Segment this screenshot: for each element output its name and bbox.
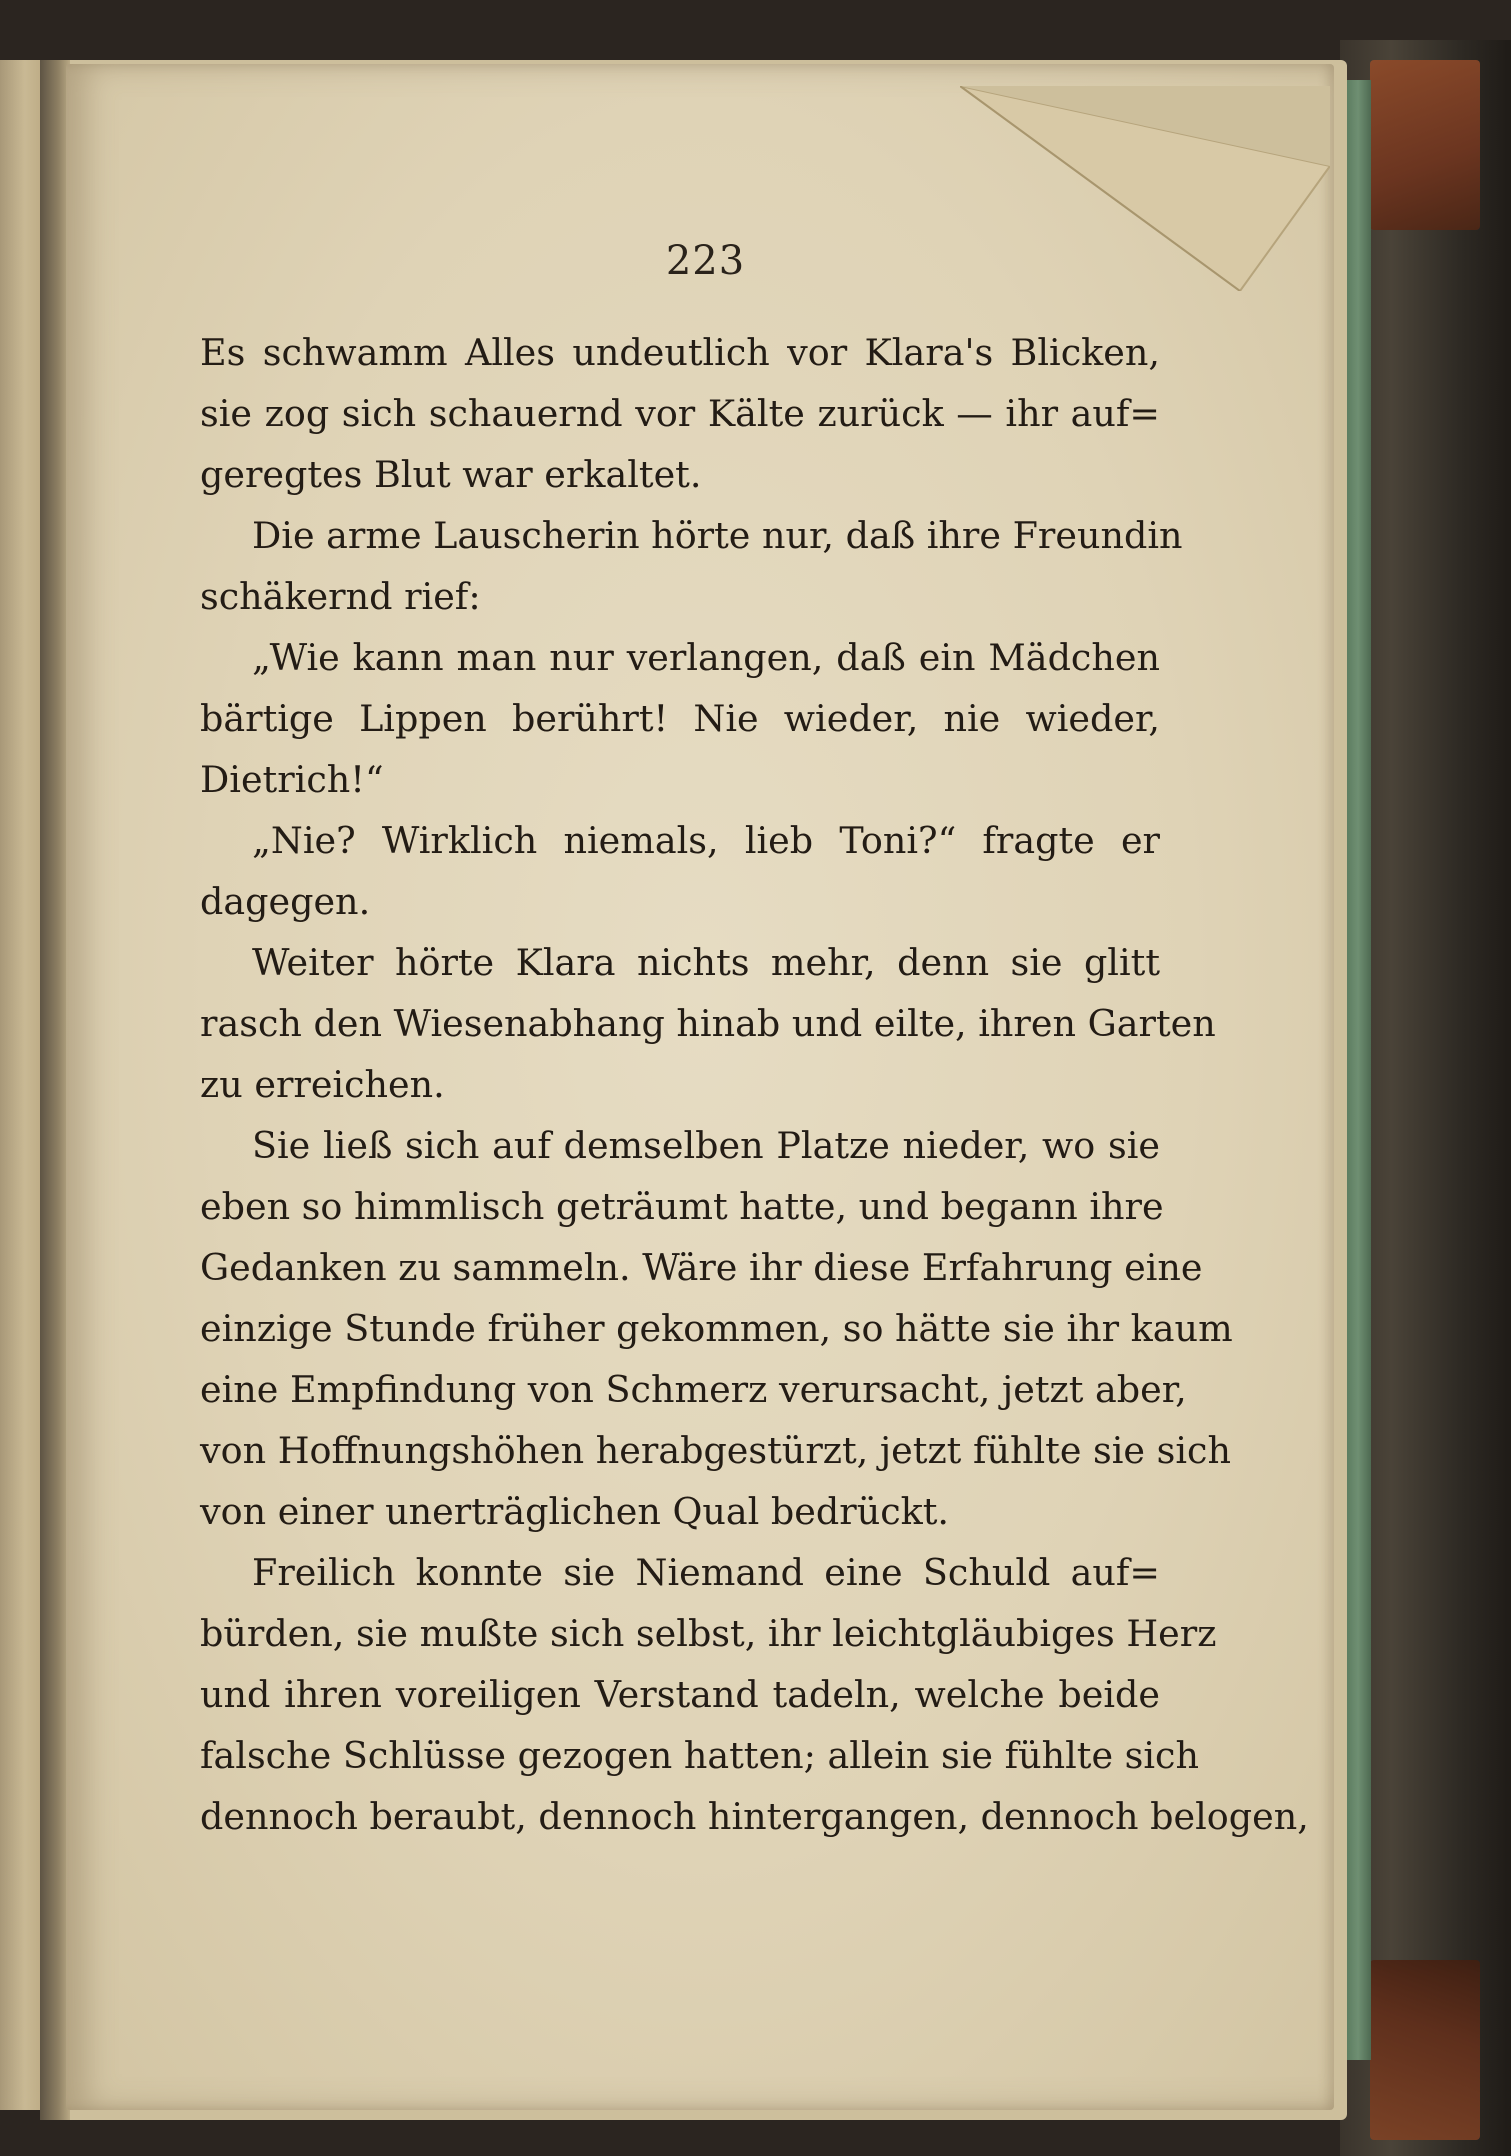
text-line: rasch den Wiesenabhang hinab und eilte, ihren Garten	[200, 1002, 1216, 1045]
text-line: Es schwamm Alles undeutlich vor Klara's Blicken,	[200, 331, 1160, 374]
text-line: Weiter hörte Klara nichts mehr, denn sie glitt	[252, 941, 1160, 984]
paragraph	[200, 932, 1216, 1115]
text-line: eine Empfindung von Schmerz verursacht, jetzt aber,	[200, 1368, 1187, 1411]
text-line: und ihren voreiligen Verstand tadeln, welche beide	[200, 1673, 1160, 1716]
page-edge-green	[1345, 80, 1371, 2060]
text-line: „Wie kann man nur verlangen, daß ein Mädchen	[252, 636, 1160, 679]
paragraph	[200, 810, 1160, 932]
text-line: sie zog sich schauernd vor Kälte zurück — ihr auf=	[200, 392, 1160, 435]
paragraph	[200, 1115, 1233, 1542]
text-line: falsche Schlüsse gezogen hatten; allein sie fühlte sich	[200, 1734, 1200, 1777]
text-line: Dietrich!“	[200, 758, 384, 801]
cover-corner-leather-top	[1370, 60, 1480, 230]
paragraph	[200, 322, 1160, 505]
paragraph	[200, 505, 1183, 627]
paragraph	[200, 1542, 1309, 1847]
text-line: bärtige Lippen berührt! Nie wieder, nie wieder,	[200, 697, 1160, 740]
text-line: von Hoffnungshöhen herabgestürzt, jetzt fühlte sie sich	[200, 1429, 1231, 1472]
cover-corner-leather-bottom	[1370, 1960, 1480, 2140]
text-line: eben so himmlisch geträumt hatte, und begann ihre	[200, 1185, 1164, 1228]
text-line: schäkernd rief:	[200, 575, 481, 618]
paragraph	[200, 627, 1160, 810]
text-line: geregtes Blut war erkaltet.	[200, 453, 702, 496]
text-line: dagegen.	[200, 880, 371, 923]
text-line: Sie ließ sich auf demselben Platze nieder, wo sie	[252, 1124, 1160, 1167]
text-line: Freilich konnte sie Niemand eine Schuld auf=	[252, 1551, 1160, 1594]
text-line: „Nie? Wirklich niemals, lieb Toni?“ fragte er	[252, 819, 1160, 862]
page-number: 223	[665, 238, 746, 284]
text-line: zu erreichen.	[200, 1063, 445, 1106]
body-text	[200, 322, 1309, 1847]
text-line: einzige Stunde früher gekommen, so hätte sie ihr kaum	[200, 1307, 1233, 1350]
text-line: dennoch beraubt, dennoch hintergangen, dennoch belogen,	[200, 1795, 1309, 1838]
text-line: von einer unerträglichen Qual bedrückt.	[200, 1490, 950, 1533]
text-line: bürden, sie mußte sich selbst, ihr leichtgläubiges Herz	[200, 1612, 1217, 1655]
text-line: Die arme Lauscherin hörte nur, daß ihre Freundin	[252, 514, 1183, 557]
text-line: Gedanken zu sammeln. Wäre ihr diese Erfahrung eine	[200, 1246, 1203, 1289]
